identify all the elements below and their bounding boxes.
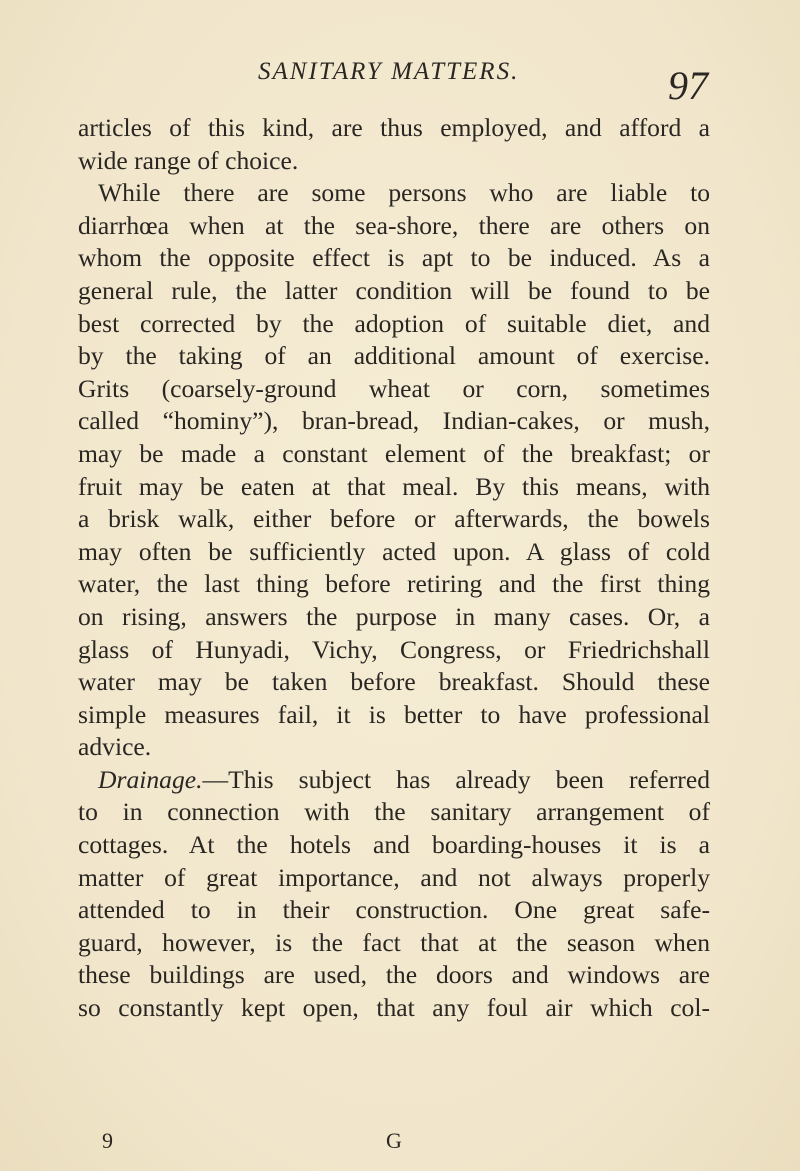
signature-letter: G — [386, 1128, 402, 1153]
text-line: matter of great importance, and not always properly — [78, 862, 710, 892]
text-line: guard, however, is the fact that at the season when — [78, 927, 710, 957]
text-line: diarrhœa when at the sea-shore, there are others on — [78, 210, 710, 240]
text-line: water may be taken before breakfast. Should these — [78, 667, 710, 697]
running-head: SANITARY MATTERS. — [258, 58, 520, 85]
page-number: 97 — [668, 63, 708, 108]
text-line: cottages. At the hotels and boarding-houses it is a — [78, 830, 710, 860]
text-line: fruit may be eaten at that meal. By this means, with — [78, 471, 710, 501]
body-text — [78, 112, 710, 1025]
text-line: glass of Hunyadi, Vichy, Congress, or Friedrichshall — [78, 634, 710, 664]
text-line: advice. — [78, 732, 152, 762]
text-line: a brisk walk, either before or afterwards, the bowels — [78, 504, 710, 534]
signature-number: 9 — [102, 1128, 113, 1153]
text-line: attended to in their construction. One great safe- — [78, 895, 710, 925]
drainage-first-line-text: —This subject has already been referred — [202, 764, 710, 794]
text-line: While there are some persons who are liable to — [98, 178, 710, 208]
text-line: on rising, answers the purpose in many cases. Or, a — [78, 601, 710, 631]
text-line: may often be sufficiently acted upon. A glass of cold — [78, 536, 710, 566]
text-line: whom the opposite effect is apt to be induced. As a — [78, 243, 710, 273]
text-line: simple measures fail, it is better to have professional — [78, 699, 710, 729]
text-line: to in connection with the sanitary arrangement of — [78, 797, 710, 827]
drainage-first-line — [78, 764, 710, 797]
text-line: so constantly kept open, that any foul air which col- — [78, 993, 710, 1023]
text-line: best corrected by the adoption of suitable diet, and — [78, 308, 710, 338]
text-line: these buildings are used, the doors and windows are — [78, 960, 710, 990]
text-line: by the taking of an additional amount of exercise. — [78, 341, 710, 371]
text-line: wide range of choice. — [78, 145, 299, 175]
text-line: called “hominy”), bran-bread, Indian-cakes, or mush, — [78, 406, 710, 436]
text-line: Grits (coarsely-ground wheat or corn, sometimes — [78, 373, 710, 403]
text-line: may be made a constant element of the breakfast; or — [78, 438, 710, 468]
drainage-heading: Drainage. — [98, 764, 203, 794]
text-line: water, the last thing before retiring and the first thing — [78, 569, 710, 599]
text-line: general rule, the latter condition will be found to be — [78, 275, 710, 305]
text-line: articles of this kind, are thus employed, and afford a — [78, 113, 710, 142]
